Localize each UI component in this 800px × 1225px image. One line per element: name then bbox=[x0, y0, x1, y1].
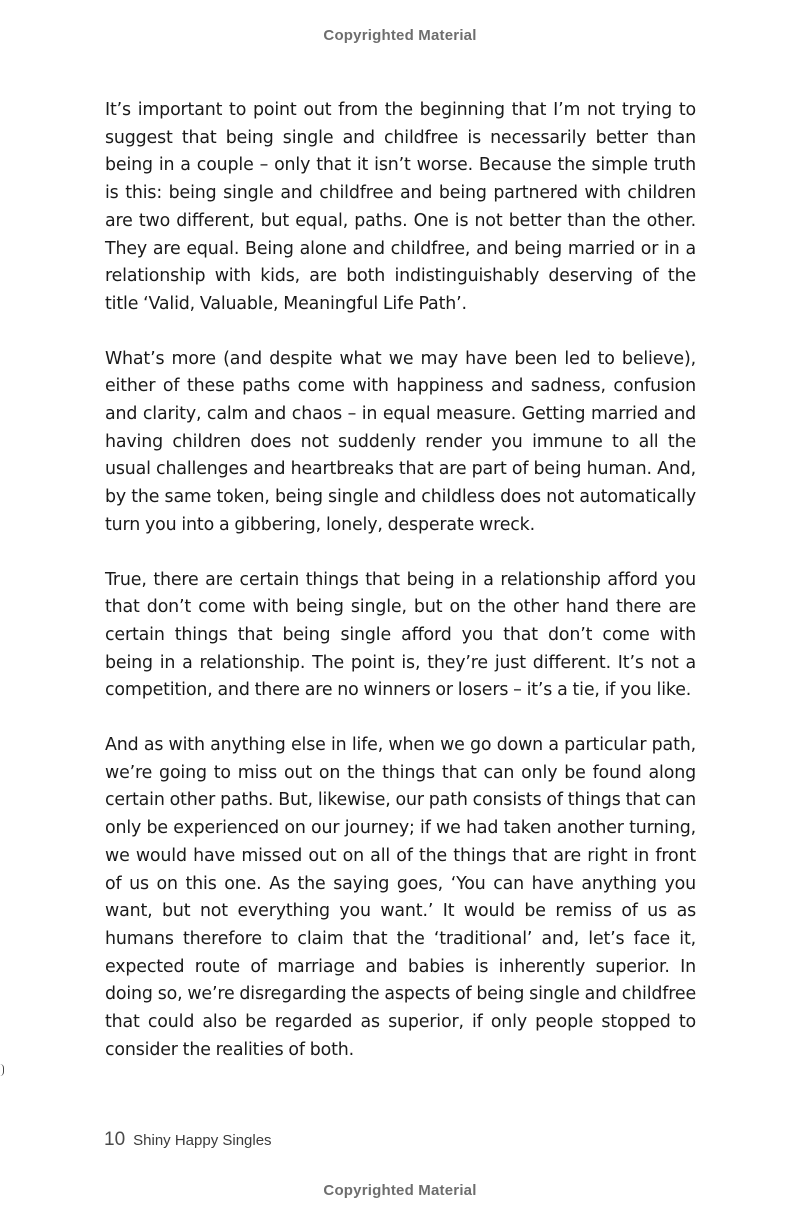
paragraph-1: It’s important to point out from the beginning that I’m not trying to suggest that being single and childfree is necessarily better than being in a couple – only that it isn’t worse. Because the simple truth is this: being single and childfree and being partnered with children are two different, but equal, paths. One is not better than the other. They are equal. Being alone and childfree, and being married or in a relationship with kids, are both indistinguishably deserving of the title ‘Valid, Valuable, Meaningful Life Path’. bbox=[105, 100, 696, 314]
page-body bbox=[105, 97, 696, 1092]
paragraph-2: What’s more (and despite what we may have been led to believe), either of these paths come with happiness and sadness, confusion and clarity, calm and chaos – in equal measure. Getting married and having children does not suddenly render you immune to all the usual challenges and heartbreaks that are part of being human. And, by the same token, being single and childless does not automatically turn you into a gibbering, lonely, desperate wreck. bbox=[105, 348, 696, 535]
paragraph-4: And as with anything else in life, when we go down a particular path, we’re going to miss out on the things that can only be found along certain other paths. But, likewise, our path consists of things that can only be experienced on our journey; if we had taken another turning, we would have missed out on all of the things that are right in front of us on this one. As the saying goes, ‘You can have anything you want, but not everything you want.’ It would be remiss of us as humans therefore to claim that the ‘traditional’ and, let’s face it, expected route of marriage and babies is inherently superior. In doing so, we’re disregarding the aspects of being single and childfree that could also be regarded as superior, if only people stopped to consider the realities of both. bbox=[105, 735, 696, 1060]
page-number: 10 bbox=[104, 1129, 126, 1150]
copyright-watermark-top: Copyrighted Material bbox=[323, 27, 477, 44]
copyright-watermark-bottom: Copyrighted Material bbox=[323, 1182, 477, 1199]
page-footer bbox=[104, 1129, 272, 1151]
page-edge-mark bbox=[0, 1064, 4, 1076]
running-title: Shiny Happy Singles bbox=[133, 1132, 272, 1149]
paragraph-3: True, there are certain things that being in a relationship afford you that don’t come with being single, but on the other hand there are certain things that being single afford you that don’t come with being in a relationship. The point is, they’re just different. It’s not a competition, and there are no winners or losers – it’s a tie, if you like. bbox=[105, 569, 696, 701]
